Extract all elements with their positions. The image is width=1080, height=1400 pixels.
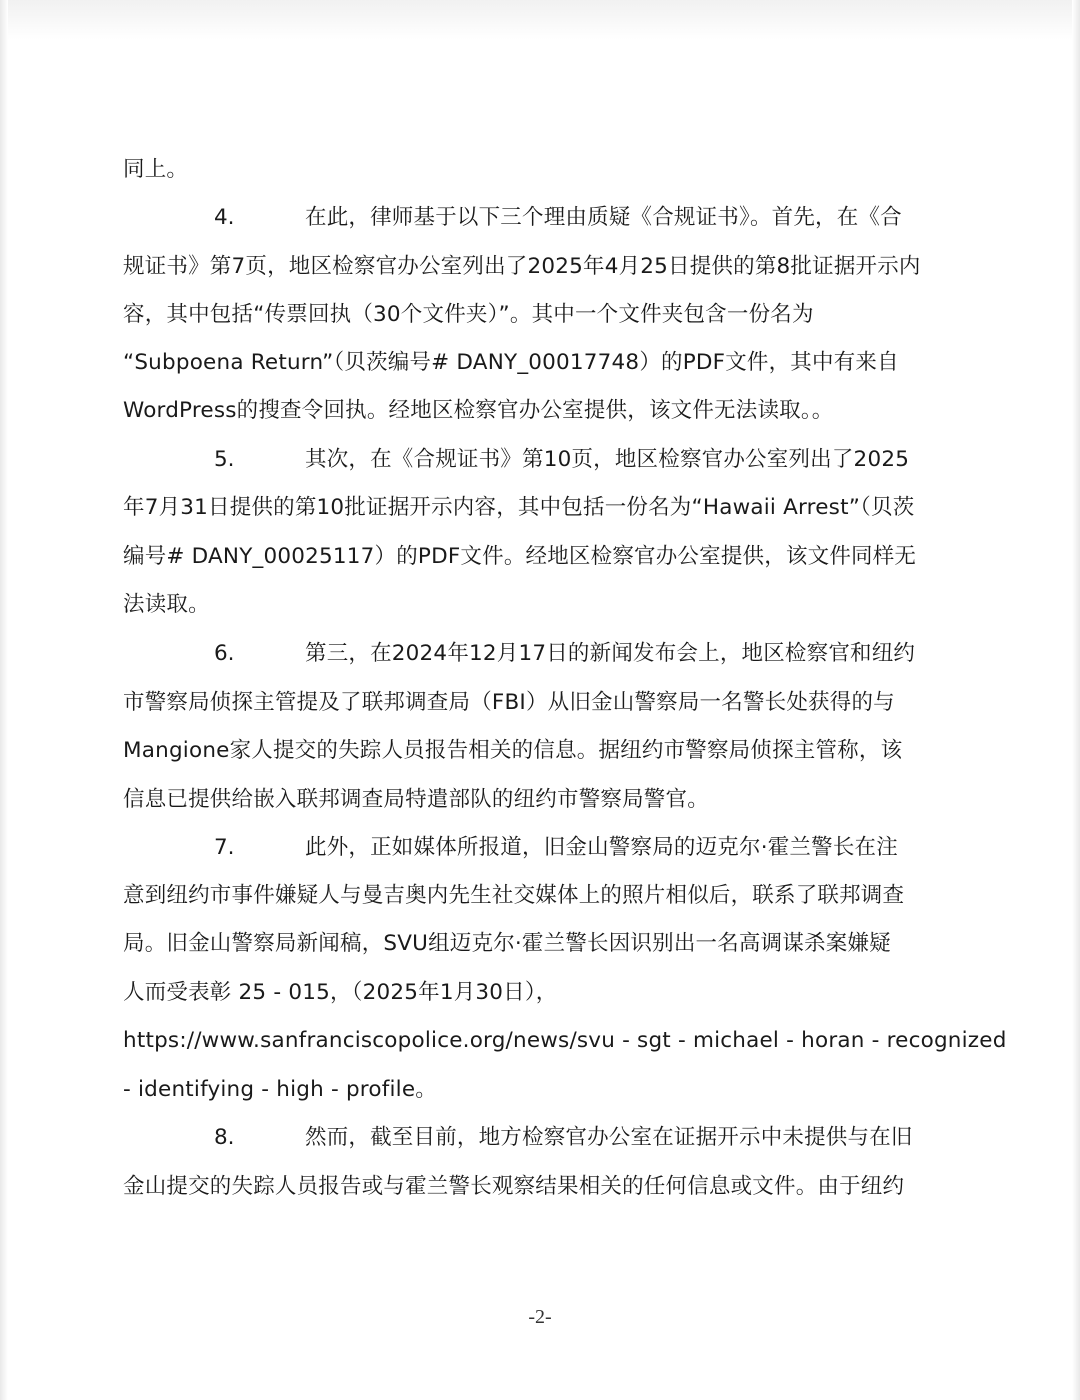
paragraph-line: 此外，正如媒体所报道，旧金山警察局的迈克尔·霍兰警长在注 [305, 835, 898, 860]
paragraph-line: 人而受表彰 25 - 015，（2025年1月30日）， [123, 980, 558, 1005]
page-number: -2- [528, 1306, 552, 1328]
paragraph-line: 在此，律师基于以下三个理由质疑《合规证书》。首先，在《合 [305, 205, 902, 230]
paragraph-line: 年7月31日提供的第10批证据开示内容，其中包括一份名为“Hawaii Arrest”（贝茨 [123, 495, 915, 520]
paragraph-line: 其次，在《合规证书》第10页，地区检察官办公室列出了2025 [305, 447, 910, 472]
paragraph-line: 然而，截至目前，地方检察官办公室在证据开示中未提供与在旧 [305, 1125, 913, 1150]
paragraph-number: 8. [214, 1125, 235, 1150]
paragraph-line: 信息已提供给嵌入联邦调查局特遣部队的纽约市警察局警官。 [123, 787, 709, 812]
paragraph-line: “Subpoena Return”（贝茨编号# DANY_00017748）的PDF文件，其中有来自 [123, 350, 899, 375]
paragraph-line: 市警察局侦探主管提及了联邦调查局（FBI）从旧金山警察局一名警长处获得的与 [123, 690, 895, 715]
paragraph-number: 7. [214, 835, 235, 860]
paragraph-line: 第三，在2024年12月17日的新闻发布会上，地区检察官和纽约 [305, 641, 916, 666]
paragraph-number: 5. [214, 447, 235, 472]
paragraph-line: Mangione家人提交的失踪人员报告相关的信息。据纽约市警察局侦探主管称，该 [123, 738, 903, 763]
paragraph-line: 局。旧金山警察局新闻稿，SVU组迈克尔·霍兰警长因识别出一名高调谋杀案嫌疑 [123, 931, 891, 956]
paragraph-url-line: https://www.sanfranciscopolice.org/news/svu - sgt - michael - horan - recognized [123, 1028, 1007, 1053]
page-right-shadow [1072, 0, 1080, 1400]
page-left-shadow [0, 0, 8, 1400]
paragraph-url-line: - identifying - high - profile。 [123, 1077, 437, 1102]
page-top-shadow [0, 0, 1080, 40]
paragraph-number: 4. [214, 205, 235, 230]
continuation-text: 同上。 [123, 157, 189, 182]
paragraph-number: 6. [214, 641, 235, 666]
paragraph-line: WordPress的搜查令回执。经地区检察官办公室提供，该文件无法读取。。 [123, 398, 834, 423]
paragraph-line: 规证书》第7页，地区检察官办公室列出了2025年4月25日提供的第8批证据开示内 [123, 254, 921, 279]
paragraph-line: 容，其中包括“传票回执（30个文件夹）”。其中一个文件夹包含一份名为 [123, 302, 814, 327]
paragraph-line: 编号# DANY_00025117）的PDF文件。经地区检察官办公室提供，该文件同样无 [123, 544, 917, 569]
paragraph-line: 意到纽约市事件嫌疑人与曼吉奥内先生社交媒体上的照片相似后，联系了联邦调查 [123, 883, 905, 908]
paragraph-line: 法读取。 [123, 592, 210, 617]
paragraph-line: 金山提交的失踪人员报告或与霍兰警长观察结果相关的任何信息或文件。由于纽约 [123, 1174, 905, 1199]
